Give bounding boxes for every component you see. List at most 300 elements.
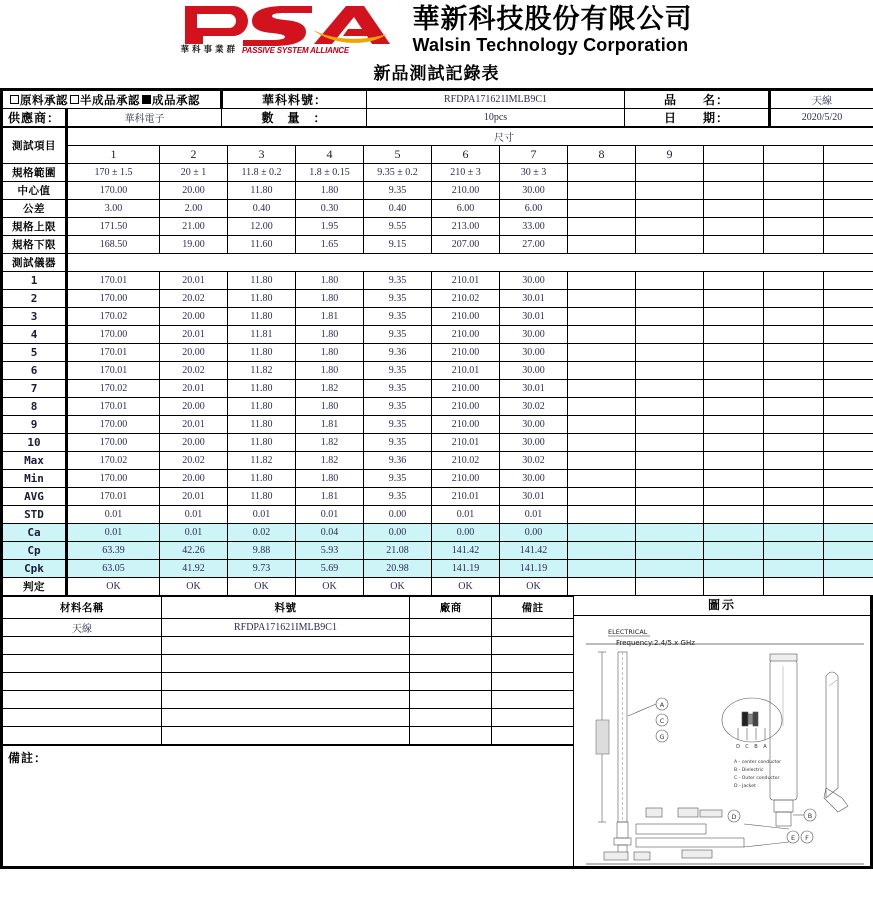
cell-ca-1: 0.01	[67, 524, 160, 542]
cell-sample-5-8	[568, 344, 636, 362]
cell-sample-4-3: 11.81	[228, 326, 296, 344]
cell-min-8	[568, 470, 636, 488]
tolerance-row	[2, 200, 873, 218]
sample-row	[2, 416, 873, 434]
cell-sample-6-8	[568, 362, 636, 380]
cell-sample-7-2: 20.01	[160, 380, 228, 398]
cell-sample-5-5: 9.36	[364, 344, 432, 362]
cell-avg-8	[568, 488, 636, 506]
column-header-9: 9	[636, 146, 704, 164]
cell-center-7: 30.00	[500, 182, 568, 200]
sample-row	[2, 434, 873, 452]
cell-usl-11	[764, 218, 824, 236]
cell-max-2: 20.02	[160, 452, 228, 470]
cell-spec_range-1: 170 ± 1.5	[67, 164, 160, 182]
cell-sample-6-5: 9.35	[364, 362, 432, 380]
cell-lsl-1: 168.50	[67, 236, 160, 254]
cell-min-6: 210.00	[432, 470, 500, 488]
dimension-header: 尺寸	[67, 128, 873, 146]
cell-center-12	[824, 182, 873, 200]
material-part_no	[161, 709, 409, 727]
material-vendor	[410, 673, 492, 691]
cell-min-7: 30.00	[500, 470, 568, 488]
sample-row	[2, 344, 873, 362]
cell-std-10	[704, 506, 764, 524]
cell-cpk-10	[704, 560, 764, 578]
cell-spec_range-12	[824, 164, 873, 182]
cell-center-6: 210.00	[432, 182, 500, 200]
company-name-block	[413, 6, 693, 54]
cell-max-10	[704, 452, 764, 470]
material-row	[3, 619, 573, 637]
material-part_no	[161, 727, 409, 745]
test-item-header: 測試項目	[2, 128, 67, 164]
sample-index: 6	[2, 362, 67, 380]
sample-index: 5	[2, 344, 67, 362]
date-value: 2020/5/20	[770, 109, 873, 127]
cell-cpk-12	[824, 560, 873, 578]
cp-row	[2, 542, 873, 560]
cell-max-1: 170.02	[67, 452, 160, 470]
cell-cpk-7: 141.19	[500, 560, 568, 578]
cell-sample-6-7: 30.00	[500, 362, 568, 380]
header-logo-band	[0, 0, 873, 58]
cell-std-3: 0.01	[228, 506, 296, 524]
cell-cp-10	[704, 542, 764, 560]
cell-sample-10-11	[764, 434, 824, 452]
column-header-12	[824, 146, 873, 164]
row-label: 規格下限	[2, 236, 67, 254]
cell-std-1: 0.01	[67, 506, 160, 524]
cell-sample-7-10	[704, 380, 764, 398]
cell-sample-1-4: 1.80	[296, 272, 364, 290]
svg-text:D: D	[736, 744, 740, 750]
checkbox-label-finished-product: 成品承認	[152, 92, 200, 107]
cell-usl-10	[704, 218, 764, 236]
cell-std-5: 0.00	[364, 506, 432, 524]
cell-sample-3-11	[764, 308, 824, 326]
remark-box	[3, 745, 573, 866]
cell-sample-5-12	[824, 344, 873, 362]
cell-min-2: 20.00	[160, 470, 228, 488]
sample-index: 3	[2, 308, 67, 326]
material-remark	[492, 709, 573, 727]
cell-sample-7-3: 11.80	[228, 380, 296, 398]
cell-sample-5-6: 210.00	[432, 344, 500, 362]
cell-max-6: 210.02	[432, 452, 500, 470]
cell-verdict-6: OK	[432, 578, 500, 596]
material-row	[3, 727, 573, 745]
cell-max-8	[568, 452, 636, 470]
part-no-label: 華科料號：	[222, 90, 367, 109]
cell-min-12	[824, 470, 873, 488]
cell-verdict-5: OK	[364, 578, 432, 596]
checkbox-finished-product[interactable]	[142, 95, 151, 104]
cell-cp-9	[636, 542, 704, 560]
cell-sample-9-2: 20.01	[160, 416, 228, 434]
sample-index: 10	[2, 434, 67, 452]
cell-sample-1-12	[824, 272, 873, 290]
cell-avg-6: 210.01	[432, 488, 500, 506]
cell-tolerance-4: 0.30	[296, 200, 364, 218]
cell-sample-7-9	[636, 380, 704, 398]
cell-cp-5: 21.08	[364, 542, 432, 560]
cell-cpk-5: 20.98	[364, 560, 432, 578]
psa-logo-sub-en: PASSIVE SYSTEM ALLIANCE	[242, 46, 349, 55]
sample-index: 8	[2, 398, 67, 416]
cell-cpk-3: 9.73	[228, 560, 296, 578]
cell-ca-10	[704, 524, 764, 542]
cell-std-9	[636, 506, 704, 524]
cell-sample-1-1: 170.01	[67, 272, 160, 290]
cell-min-10	[704, 470, 764, 488]
cell-verdict-11	[764, 578, 824, 596]
cell-sample-3-8	[568, 308, 636, 326]
cell-sample-5-9	[636, 344, 704, 362]
cell-max-7: 30.02	[500, 452, 568, 470]
row-label: AVG	[2, 488, 67, 506]
cell-avg-4: 1.81	[296, 488, 364, 506]
cell-sample-6-1: 170.01	[67, 362, 160, 380]
cell-tolerance-3: 0.40	[228, 200, 296, 218]
row-label: 公差	[2, 200, 67, 218]
cell-sample-4-7: 30.00	[500, 326, 568, 344]
cell-sample-3-1: 170.02	[67, 308, 160, 326]
material-name	[3, 727, 161, 745]
row-label: STD	[2, 506, 67, 524]
cell-sample-8-9	[636, 398, 704, 416]
cell-sample-2-2: 20.02	[160, 290, 228, 308]
cell-tolerance-5: 0.40	[364, 200, 432, 218]
cell-avg-12	[824, 488, 873, 506]
row-label: Ca	[2, 524, 67, 542]
cell-sample-9-6: 210.00	[432, 416, 500, 434]
cell-ca-9	[636, 524, 704, 542]
column-header-8: 8	[568, 146, 636, 164]
material-row	[3, 691, 573, 709]
cell-std-4: 0.01	[296, 506, 364, 524]
cell-lsl-8	[568, 236, 636, 254]
cell-sample-2-12	[824, 290, 873, 308]
material-part_no: RFDPA171621IMLB9C1	[161, 619, 409, 637]
cell-usl-12	[824, 218, 873, 236]
cell-std-11	[764, 506, 824, 524]
coax-legend-d: D - Jacket	[734, 784, 756, 789]
cell-sample-3-6: 210.00	[432, 308, 500, 326]
cell-sample-9-11	[764, 416, 824, 434]
row-label: 規格範圍	[2, 164, 67, 182]
cell-verdict-7: OK	[500, 578, 568, 596]
cell-sample-7-11	[764, 380, 824, 398]
svg-text:A: A	[659, 701, 665, 709]
cell-sample-3-3: 11.80	[228, 308, 296, 326]
cell-spec_range-8	[568, 164, 636, 182]
figure-drawing	[574, 616, 870, 866]
cell-sample-7-8	[568, 380, 636, 398]
cell-verdict-1: OK	[67, 578, 160, 596]
measurement-table	[0, 127, 873, 596]
approval-checkbox-group[interactable]	[2, 90, 222, 109]
cell-sample-7-6: 210.00	[432, 380, 500, 398]
cell-spec_range-10	[704, 164, 764, 182]
materials-header-row	[3, 597, 573, 619]
cell-sample-10-9	[636, 434, 704, 452]
cell-usl-3: 12.00	[228, 218, 296, 236]
column-header-11	[764, 146, 824, 164]
column-header-2: 2	[160, 146, 228, 164]
cell-max-4: 1.82	[296, 452, 364, 470]
material-name	[3, 709, 161, 727]
cell-sample-4-9	[636, 326, 704, 344]
material-name: 天線	[3, 619, 161, 637]
svg-text:C: C	[745, 744, 749, 750]
cell-tolerance-12	[824, 200, 873, 218]
lsl-row	[2, 236, 873, 254]
cell-usl-4: 1.95	[296, 218, 364, 236]
cell-lsl-5: 9.15	[364, 236, 432, 254]
column-number-row	[2, 146, 873, 164]
figure-title: 圖示	[574, 596, 870, 616]
cell-sample-6-2: 20.02	[160, 362, 228, 380]
cell-tolerance-11	[764, 200, 824, 218]
cell-usl-9	[636, 218, 704, 236]
usl-row	[2, 218, 873, 236]
cell-tolerance-1: 3.00	[67, 200, 160, 218]
cell-tolerance-10	[704, 200, 764, 218]
cell-ca-6: 0.00	[432, 524, 500, 542]
cell-verdict-3: OK	[228, 578, 296, 596]
frequency-label: Frequency:2.4/5.x GHz	[616, 639, 695, 647]
column-header-6: 6	[432, 146, 500, 164]
cell-tolerance-7: 6.00	[500, 200, 568, 218]
cell-cpk-9	[636, 560, 704, 578]
cpk-row	[2, 560, 873, 578]
row-label: 規格上限	[2, 218, 67, 236]
svg-text:G: G	[659, 733, 665, 741]
material-vendor	[410, 655, 492, 673]
cell-max-3: 11.82	[228, 452, 296, 470]
cell-ca-12	[824, 524, 873, 542]
cell-sample-3-7: 30.01	[500, 308, 568, 326]
cell-sample-1-2: 20.01	[160, 272, 228, 290]
cell-center-10	[704, 182, 764, 200]
material-name	[3, 673, 161, 691]
svg-text:E: E	[790, 834, 796, 842]
row-label: 判定	[2, 578, 67, 596]
cell-usl-6: 213.00	[432, 218, 500, 236]
cell-sample-9-3: 11.80	[228, 416, 296, 434]
instrument-value	[67, 254, 873, 272]
material-vendor	[410, 619, 492, 637]
cell-lsl-4: 1.65	[296, 236, 364, 254]
cell-avg-1: 170.01	[67, 488, 160, 506]
cell-lsl-6: 207.00	[432, 236, 500, 254]
cell-verdict-4: OK	[296, 578, 364, 596]
cell-sample-10-12	[824, 434, 873, 452]
electrical-label: ELECTRICAL	[608, 628, 648, 636]
cell-spec_range-11	[764, 164, 824, 182]
date-label: 日 期：	[625, 109, 770, 127]
cell-sample-2-1: 170.00	[67, 290, 160, 308]
cell-min-4: 1.80	[296, 470, 364, 488]
cell-sample-2-6: 210.02	[432, 290, 500, 308]
row-label: Cp	[2, 542, 67, 560]
cell-sample-8-4: 1.80	[296, 398, 364, 416]
cell-center-5: 9.35	[364, 182, 432, 200]
cell-sample-7-5: 9.35	[364, 380, 432, 398]
cell-cpk-8	[568, 560, 636, 578]
company-name-cn: 華新科技股份有限公司	[412, 4, 693, 35]
cell-sample-4-8	[568, 326, 636, 344]
checkbox-semi-finished[interactable]	[70, 95, 79, 104]
cell-sample-3-2: 20.00	[160, 308, 228, 326]
cell-cp-12	[824, 542, 873, 560]
cell-lsl-12	[824, 236, 873, 254]
cell-sample-5-2: 20.00	[160, 344, 228, 362]
supplier-label: 供應商：	[2, 109, 67, 127]
cell-spec_range-5: 9.35 ± 0.2	[364, 164, 432, 182]
material-name	[3, 691, 161, 709]
cell-sample-5-11	[764, 344, 824, 362]
cell-sample-2-9	[636, 290, 704, 308]
cell-sample-1-5: 9.35	[364, 272, 432, 290]
psa-logo-sub-cn: 華科事業群	[180, 45, 239, 55]
cell-tolerance-9	[636, 200, 704, 218]
cell-sample-1-6: 210.01	[432, 272, 500, 290]
cell-sample-7-4: 1.82	[296, 380, 364, 398]
cell-sample-4-4: 1.80	[296, 326, 364, 344]
cell-sample-9-9	[636, 416, 704, 434]
materials-table	[3, 596, 573, 745]
cell-cp-11	[764, 542, 824, 560]
cell-sample-8-10	[704, 398, 764, 416]
cell-center-11	[764, 182, 824, 200]
material-remark	[492, 727, 573, 745]
column-header-3: 3	[228, 146, 296, 164]
svg-text:B: B	[754, 744, 758, 750]
row-label: 中心值	[2, 182, 67, 200]
material-remark	[492, 673, 573, 691]
cell-min-3: 11.80	[228, 470, 296, 488]
cell-cp-1: 63.39	[67, 542, 160, 560]
cell-cp-2: 42.26	[160, 542, 228, 560]
cell-sample-10-2: 20.00	[160, 434, 228, 452]
cell-sample-8-5: 9.35	[364, 398, 432, 416]
cell-tolerance-2: 2.00	[160, 200, 228, 218]
psa-logo	[181, 4, 399, 56]
cell-ca-8	[568, 524, 636, 542]
materials-header-partno: 料號	[161, 597, 409, 619]
cell-center-4: 1.80	[296, 182, 364, 200]
sample-row	[2, 308, 873, 326]
cell-sample-9-4: 1.81	[296, 416, 364, 434]
cell-avg-7: 30.01	[500, 488, 568, 506]
cell-sample-1-7: 30.00	[500, 272, 568, 290]
cell-sample-4-6: 210.00	[432, 326, 500, 344]
header-info-table	[0, 88, 873, 127]
material-row	[3, 637, 573, 655]
materials-header-vendor: 廠商	[410, 597, 492, 619]
material-vendor	[410, 637, 492, 655]
materials-header-remark: 備註	[492, 597, 573, 619]
cell-std-7: 0.01	[500, 506, 568, 524]
cell-verdict-2: OK	[160, 578, 228, 596]
cell-usl-8	[568, 218, 636, 236]
quantity-value: 10pcs	[367, 109, 625, 127]
material-remark	[492, 655, 573, 673]
cell-center-8	[568, 182, 636, 200]
cell-lsl-10	[704, 236, 764, 254]
cell-sample-10-8	[568, 434, 636, 452]
cell-spec_range-4: 1.8 ± 0.15	[296, 164, 364, 182]
cell-sample-10-10	[704, 434, 764, 452]
cell-verdict-9	[636, 578, 704, 596]
cell-cpk-6: 141.19	[432, 560, 500, 578]
coax-legend-a: A - center conductor	[734, 760, 782, 765]
material-part_no	[161, 637, 409, 655]
cell-verdict-10	[704, 578, 764, 596]
column-header-7: 7	[500, 146, 568, 164]
cell-sample-8-7: 30.02	[500, 398, 568, 416]
center-value-row	[2, 182, 873, 200]
max-row	[2, 452, 873, 470]
figure-section	[573, 596, 870, 866]
psa-logo-mark	[181, 4, 399, 46]
svg-text:B: B	[807, 812, 813, 820]
cell-sample-10-7: 30.00	[500, 434, 568, 452]
material-remark	[492, 619, 573, 637]
cell-spec_range-9	[636, 164, 704, 182]
sample-row	[2, 290, 873, 308]
min-row	[2, 470, 873, 488]
cell-sample-6-11	[764, 362, 824, 380]
cell-min-5: 9.35	[364, 470, 432, 488]
material-remark	[492, 691, 573, 709]
checkbox-raw-material[interactable]	[10, 95, 19, 104]
cell-ca-3: 0.02	[228, 524, 296, 542]
psa-logo-subtitle	[181, 43, 399, 55]
sample-index: 1	[2, 272, 67, 290]
cell-sample-7-12	[824, 380, 873, 398]
svg-text:D: D	[731, 813, 737, 821]
cell-sample-4-5: 9.35	[364, 326, 432, 344]
cell-sample-6-4: 1.80	[296, 362, 364, 380]
cell-sample-4-1: 170.00	[67, 326, 160, 344]
cell-spec_range-7: 30 ± 3	[500, 164, 568, 182]
cell-ca-5: 0.00	[364, 524, 432, 542]
column-header-1: 1	[67, 146, 160, 164]
cell-cpk-2: 41.92	[160, 560, 228, 578]
cell-avg-5: 9.35	[364, 488, 432, 506]
cell-cpk-1: 63.05	[67, 560, 160, 578]
column-header-4: 4	[296, 146, 364, 164]
cell-center-3: 11.80	[228, 182, 296, 200]
cell-sample-4-12	[824, 326, 873, 344]
cell-ca-7: 0.00	[500, 524, 568, 542]
cell-sample-2-4: 1.80	[296, 290, 364, 308]
cell-sample-9-5: 9.35	[364, 416, 432, 434]
cell-sample-8-6: 210.00	[432, 398, 500, 416]
cell-center-1: 170.00	[67, 182, 160, 200]
cell-cp-6: 141.42	[432, 542, 500, 560]
cell-sample-10-6: 210.01	[432, 434, 500, 452]
sample-row	[2, 272, 873, 290]
avg-row	[2, 488, 873, 506]
sample-index: 2	[2, 290, 67, 308]
cell-sample-10-1: 170.00	[67, 434, 160, 452]
cell-sample-10-5: 9.35	[364, 434, 432, 452]
svg-text:C: C	[659, 717, 665, 725]
